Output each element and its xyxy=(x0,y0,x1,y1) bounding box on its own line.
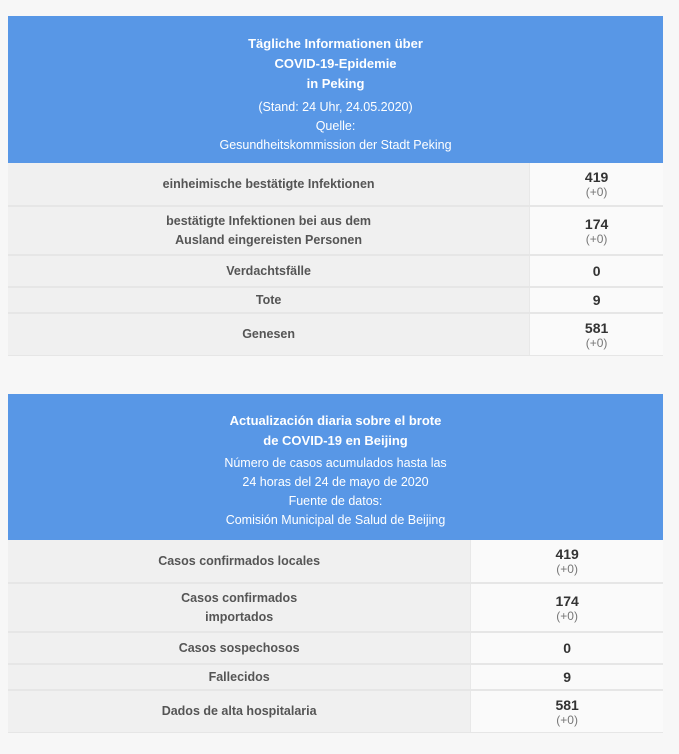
row-value-cell xyxy=(529,314,663,355)
row-value-cell xyxy=(470,584,663,631)
table-row xyxy=(8,540,663,584)
table-row xyxy=(8,288,663,314)
row-value-cell xyxy=(529,256,663,286)
row-delta: (+0) xyxy=(585,335,608,350)
row-value: 174 xyxy=(555,592,579,609)
table-row xyxy=(8,665,663,691)
row-label: Genesen xyxy=(8,314,529,355)
row-label: Casos confirmados importados xyxy=(8,584,470,631)
row-label: einheimische bestätigte Infektionen xyxy=(8,163,529,205)
row-value: 174 xyxy=(584,215,609,232)
row-delta: (+0) xyxy=(556,608,578,623)
row-label: Dados de alta hospitalaria xyxy=(8,691,470,732)
row-value-cell xyxy=(470,665,663,689)
row-label: Verdachtsfälle xyxy=(8,256,529,286)
panel-spanish xyxy=(8,394,663,733)
table-row xyxy=(8,584,663,633)
row-value: 581 xyxy=(555,696,579,713)
table-row xyxy=(8,314,663,356)
stats-table-spanish xyxy=(8,540,663,733)
row-value-cell xyxy=(529,207,663,254)
row-value: 0 xyxy=(563,640,572,656)
row-value: 419 xyxy=(555,546,579,562)
panel-meta-spanish: Número de casos acumulados hasta las 24 horas del 24 de mayo de 2020 Fuente de datos: Comisión Municipal de Salud de Beijing xyxy=(224,456,447,527)
panel-header-german xyxy=(8,16,663,163)
row-label: Casos confirmados locales xyxy=(8,540,470,582)
row-value-cell xyxy=(470,633,663,663)
table-row xyxy=(8,691,663,733)
panel-german xyxy=(8,16,663,356)
row-delta: (+0) xyxy=(585,185,608,199)
table-row xyxy=(8,256,663,288)
row-value-cell xyxy=(529,163,663,205)
table-row xyxy=(8,633,663,665)
row-delta: (+0) xyxy=(556,712,578,727)
panel-meta-german: (Stand: 24 Uhr, 24.05.2020) Quelle: Gesundheitskommission der Stadt Peking xyxy=(219,100,452,152)
row-label: Casos sospechosos xyxy=(8,633,470,663)
row-value: 9 xyxy=(592,292,601,308)
row-value: 0 xyxy=(592,263,601,279)
row-value-cell xyxy=(470,691,663,732)
panel-header-spanish xyxy=(8,394,663,540)
row-value-cell xyxy=(529,288,663,312)
row-delta: (+0) xyxy=(556,562,578,576)
panel-title-spanish: Actualización diaria sobre el brote de COVID-19 en Beijing xyxy=(229,413,442,448)
row-label: Fallecidos xyxy=(8,665,470,689)
row-value: 419 xyxy=(584,169,609,185)
stats-table-german xyxy=(8,163,663,356)
row-value: 581 xyxy=(584,319,609,336)
panel-title-german: Tägliche Informationen über COVID-19-Epidemie in Peking xyxy=(248,36,423,91)
table-row xyxy=(8,207,663,256)
row-value-cell xyxy=(470,540,663,582)
row-value: 9 xyxy=(563,669,572,685)
row-label: bestätigte Infektionen bei aus dem Ausland eingereisten Personen xyxy=(8,207,529,254)
row-label: Tote xyxy=(8,288,529,312)
table-row xyxy=(8,163,663,207)
row-delta: (+0) xyxy=(585,231,608,246)
